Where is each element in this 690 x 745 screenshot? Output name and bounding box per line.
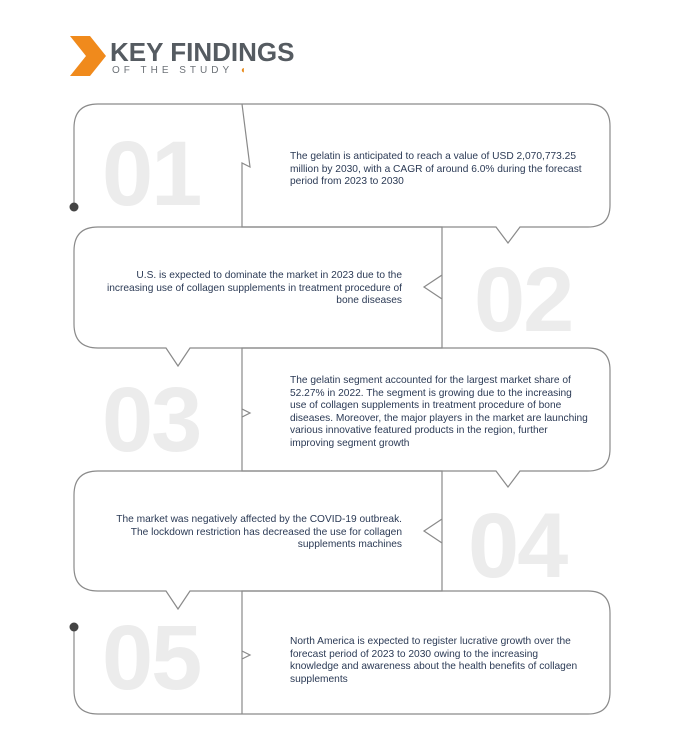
finding-text-2: U.S. is expected to dominate the market in 2023 due to the increasing use of collagen supplements in treatment procedure of bone diseases: [106, 270, 402, 306]
finding-number-1: 01: [102, 123, 201, 225]
finding-number-3: 03: [102, 369, 201, 471]
page-subtitle-text: OF THE STUDY: [112, 65, 233, 76]
finding-text-4: The market was negatively affected by the COVID-19 outbreak. The lockdown restriction has decreased the use for collagen supplements machines: [116, 514, 402, 550]
finding-number-2: 02: [474, 249, 573, 351]
finding-text-5: North America is expected to register lucrative growth over the forecast period of 2023 to 2030 owing to the increasing knowledge and awareness about the health benefits of collagen supplements: [290, 636, 578, 685]
finding-number-5: 05: [102, 607, 201, 709]
finding-text-1: The gelatin is anticipated to reach a value of USD 2,070,773.25 million by 2030, with a CAGR of around 6.0% during the forecast period from 2023 to 2030: [290, 151, 582, 187]
finding-text-3: The gelatin segment accounted for the largest market share of 52.27% in 2022. The segment is growing due to the increasing use of collagen supplements in treatment procedure of bone diseases. Moreover, the major players in the market are launching various innovative featured products in the region, further improving segment growth: [290, 375, 588, 449]
finding-number-4: 04: [468, 495, 567, 597]
crescent-icon: ◖: [239, 65, 246, 76]
page-title: KEY FINDINGS: [110, 37, 295, 67]
connector-dot-2: [70, 623, 79, 632]
connector-dot-1: [70, 203, 79, 212]
